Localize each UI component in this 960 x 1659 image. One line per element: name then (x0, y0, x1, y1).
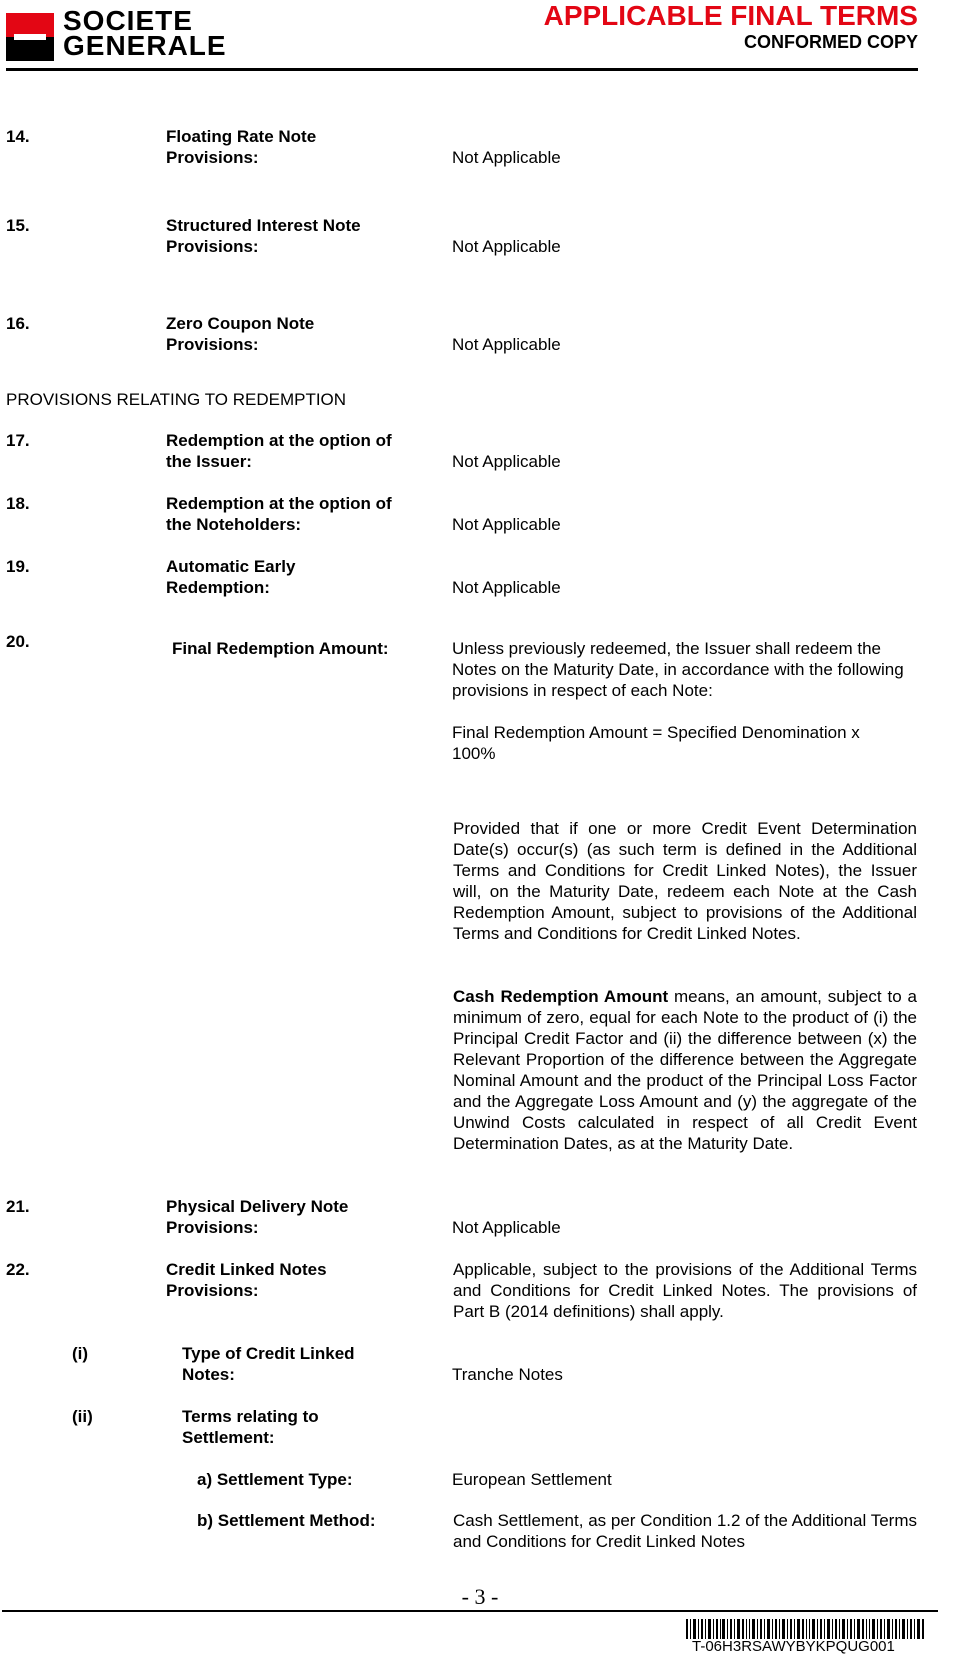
settlement-type-value: European Settlement (452, 1470, 612, 1489)
section-heading-redemption: PROVISIONS RELATING TO REDEMPTION (6, 390, 347, 409)
item-22-i-label: Type of Credit Linked Notes: (182, 1344, 355, 1384)
settlement-method-label: b) Settlement Method: (197, 1511, 376, 1530)
item-22-value: Applicable, subject to the provisions of the Additional Terms and Conditions for Credit Linked Notes. The provisions of Part B (2014 definitions) shall apply. (453, 1260, 917, 1321)
page-number: - 3 - (461, 1584, 499, 1609)
item-22-label: Credit Linked Notes Provisions: (166, 1260, 327, 1300)
item-19-number: 19. (6, 557, 30, 576)
item-19-label: Automatic Early Redemption: (166, 557, 296, 597)
item-14-value: Not Applicable (452, 148, 561, 167)
item-20-para-2: Final Redemption Amount = Specified Denomination x 100% (452, 723, 860, 763)
cash-redemption-amount-definition: means, an amount, subject to a minimum of zero, equal for each Note to the product of (i) the Principal Credit Factor and (ii) the difference between (x) the Relevant Proportion of the difference between the Aggregate Nominal Amount and the product of the Principal Loss Factor and the Aggregate Loss Amount and (y) the aggregate of the Unwind Costs calculated in respect of all Credit Event Determination Dates, as at the Maturity Date. (453, 987, 917, 1153)
item-17-number: 17. (6, 431, 30, 450)
logo-line-1: SOCIETE (63, 5, 193, 36)
item-16-value: Not Applicable (452, 335, 561, 354)
document-id: T-06H3RSAWYBYKPQUG001 (692, 1638, 895, 1655)
item-22-i-number: (i) (72, 1344, 89, 1363)
item-18-label: Redemption at the option of the Noteholders: (166, 494, 392, 534)
item-15-value: Not Applicable (452, 237, 561, 256)
item-14-number: 14. (6, 127, 30, 146)
item-20-para-4 (453, 986, 917, 1154)
barcode-icon (686, 1619, 925, 1639)
item-17-label: Redemption at the option of the Issuer: (166, 431, 392, 471)
item-22-ii-label: Terms relating to Settlement: (182, 1407, 319, 1447)
item-14-label: Floating Rate Note Provisions: (166, 127, 317, 167)
settlement-type-label: a) Settlement Type: (197, 1470, 353, 1489)
item-22-ii-number: (ii) (72, 1407, 93, 1426)
logo-line-2: GENERALE (63, 30, 227, 61)
item-18-value: Not Applicable (452, 515, 561, 534)
item-15-label: Structured Interest Note Provisions: (166, 216, 361, 256)
item-19-value: Not Applicable (452, 578, 561, 597)
item-22-number: 22. (6, 1260, 30, 1279)
item-21-number: 21. (6, 1197, 30, 1216)
item-22-i-value: Tranche Notes (452, 1365, 563, 1384)
settlement-method-value: Cash Settlement, as per Condition 1.2 of the Additional Terms and Conditions for Credit Linked Notes (453, 1511, 917, 1551)
item-20-label: Final Redemption Amount: (172, 639, 389, 658)
item-16-label: Zero Coupon Note Provisions: (166, 314, 315, 354)
document-subtitle: CONFORMED COPY (743, 32, 918, 52)
header-divider (6, 68, 918, 71)
item-20-para-1: Unless previously redeemed, the Issuer shall redeem the Notes on the Maturity Date, in accordance with the following provisions in respect of each Note: (452, 639, 904, 700)
cash-redemption-amount-term: Cash Redemption Amount (453, 987, 669, 1006)
societe-generale-logo-mark (6, 13, 54, 61)
logo-wordmark (63, 5, 227, 61)
item-20-para-3: Provided that if one or more Credit Event Determination Date(s) occur(s) (as such term is defined in the Additional Terms and Conditions for Credit Linked Notes), the Issuer will, on the Maturity Date, redeem each Note at the Cash Redemption Amount, subject to provisions of the Additional Terms and Conditions for Credit Linked Notes. (453, 819, 917, 943)
item-21-label: Physical Delivery Note Provisions: (166, 1197, 349, 1237)
document-title: APPLICABLE FINAL TERMS (543, 0, 918, 31)
item-20-number: 20. (6, 632, 30, 651)
item-15-number: 15. (6, 216, 30, 235)
item-21-value: Not Applicable (452, 1218, 561, 1237)
item-17-value: Not Applicable (452, 452, 561, 471)
item-16-number: 16. (6, 314, 30, 333)
footer-divider (2, 1610, 938, 1612)
item-18-number: 18. (6, 494, 30, 513)
